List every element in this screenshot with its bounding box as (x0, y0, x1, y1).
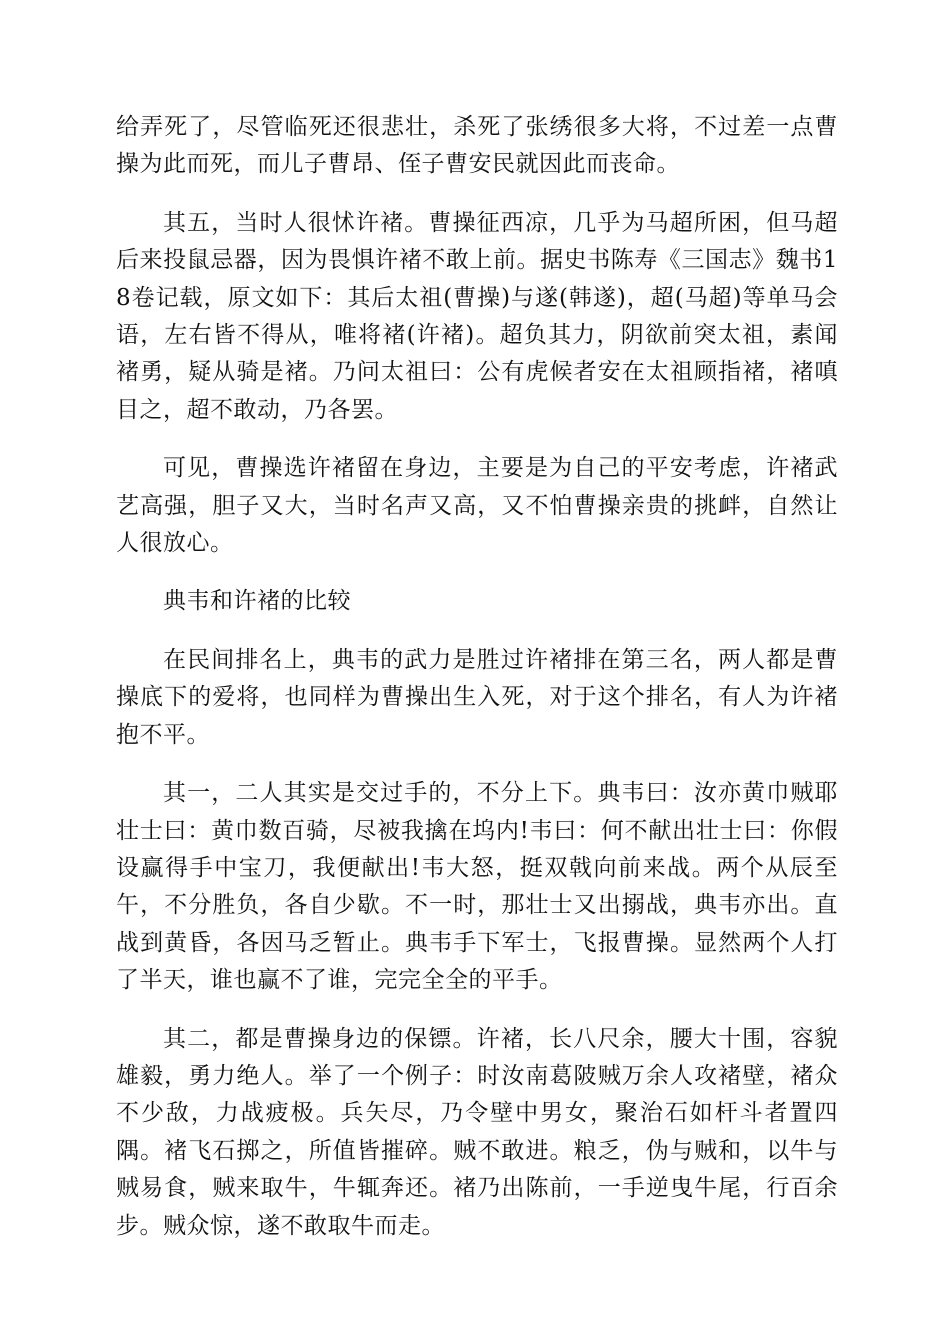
paragraph-second-point: 其二，都是曹操身边的保镖。许褚，长八尺余，腰大十围，容貌雄毅，勇力绝人。举了一个例子：时汝南葛陂贼万余人攻褚壁，褚众不少敌，力战疲极。兵矢尽，乃令壁中男女，聚治石如杆斗者置四隅。褚飞石掷之，所值皆摧碎。贼不敢进。粮乏，伪与贼和，以牛与贼易食，贼来取牛，牛辄奔还。褚乃出陈前，一手逆曳牛尾，行百余步。贼众惊，遂不敢取牛而走。 (116, 1025, 838, 1239)
paragraph-continuation: 给弄死了，尽管临死还很悲壮，杀死了张绣很多大将，不过差一点曹操为此而死，而儿子曹昂、侄子曹安民就因此而丧命。 (116, 114, 838, 178)
paragraph-ranking: 在民间排名上，典韦的武力是胜过许褚排在第三名，两人都是曹操底下的爱将，也同样为曹操出生入死，对于这个排名，有人为许褚抱不平。 (116, 646, 838, 748)
paragraph-fifth-point: 其五，当时人很怵许褚。曹操征西凉，几乎为马超所困，但马超后来投鼠忌器，因为畏惧许褚不敢上前。据史书陈寿《三国志》魏书18卷记载，原文如下：其后太祖(曹操)与遂(韩遂)，超(马超)等单马会语，左右皆不得从，唯将褚(许褚)。超负其力，阴欲前突太祖，素闻褚勇，疑从骑是褚。乃问太祖曰：公有虎候者安在太祖顾指褚，褚嗔目之，超不敢动，乃各罢。 (116, 209, 838, 423)
paragraph-conclusion: 可见，曹操选许褚留在身边，主要是为自己的平安考虑，许褚武艺高强，胆子又大，当时名声又高，又不怕曹操亲贵的挑衅，自然让人很放心。 (116, 455, 838, 557)
document-body (116, 109, 838, 1266)
paragraph-first-point: 其一，二人其实是交过手的，不分上下。典韦曰：汝亦黄巾贼耶壮士曰：黄巾数百骑，尽被我擒在坞内!韦曰：何不献出壮士曰：你假设赢得手中宝刀，我便献出!韦大怒，挺双戟向前来战。两个从辰至午，不分胜负，各自少歇。不一时，那壮士又出搦战，典韦亦出。直战到黄昏，各因马乏暂止。典韦手下军士，飞报曹操。显然两个人打了半天，谁也赢不了谁，完完全全的平手。 (116, 780, 838, 994)
section-heading: 典韦和许褚的比较 (163, 588, 351, 615)
